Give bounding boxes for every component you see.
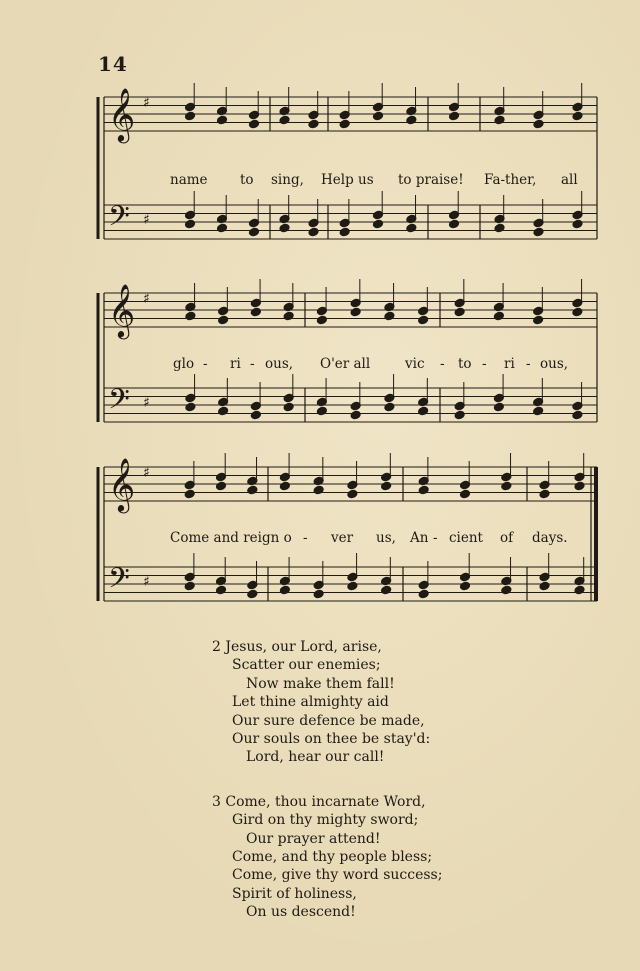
note-head	[454, 307, 465, 317]
lyric-syllable: of	[500, 530, 514, 546]
lyric-syllable: sing,	[271, 172, 304, 188]
lyric-syllable: -	[433, 530, 438, 546]
verse-line: Our sure defence be made,	[232, 712, 425, 729]
note-head	[308, 227, 319, 237]
lyric-syllable: days.	[532, 530, 568, 546]
verse-line: Lord, hear our call!	[246, 749, 385, 766]
verse-line: Our prayer attend!	[246, 830, 381, 847]
note-head	[406, 223, 417, 233]
note-head	[339, 119, 350, 129]
lyric-syllable: -	[303, 530, 308, 546]
verse-line	[212, 638, 532, 656]
note-head	[347, 581, 358, 591]
note-head	[216, 481, 227, 491]
note-head	[454, 410, 465, 420]
lyric-syllable: glo	[173, 356, 195, 372]
lyric-syllable: cient	[449, 530, 483, 546]
note-head	[316, 406, 327, 416]
note-head	[460, 489, 471, 499]
lyric-syllable: ous,	[540, 356, 569, 372]
note-head	[283, 311, 294, 321]
verse-line: Scatter our enemies;	[232, 657, 381, 674]
note-head	[449, 111, 460, 121]
lyric-syllable: Fa-ther,	[484, 172, 537, 188]
note-head	[184, 581, 195, 591]
lyric-syllable: -	[526, 356, 531, 372]
key-signature-sharp: ♯	[143, 291, 150, 307]
note-head	[406, 115, 417, 125]
lyric-syllable: -	[203, 356, 208, 372]
verse-line: On us descend!	[246, 904, 356, 921]
note-head	[316, 315, 327, 325]
lyrics-line-1	[170, 172, 578, 188]
note-head	[313, 485, 324, 495]
note-head	[572, 219, 583, 229]
key-signature-sharp: ♯	[143, 395, 150, 411]
note-head	[418, 589, 429, 599]
note-head	[539, 581, 550, 591]
note-head	[218, 406, 229, 416]
lyric-syllable: Help us	[321, 172, 374, 188]
note-head	[217, 223, 228, 233]
lyric-syllable: ri	[230, 356, 241, 372]
lyric-syllable: name	[170, 172, 208, 188]
note-head	[313, 589, 324, 599]
note-head	[381, 481, 392, 491]
lyric-syllable: Come and reign o	[170, 530, 292, 546]
note-head	[185, 219, 196, 229]
note-head	[350, 410, 361, 420]
note-head	[572, 307, 583, 317]
note-head	[350, 307, 361, 317]
note-head	[250, 410, 261, 420]
note-head	[449, 219, 460, 229]
note-head	[249, 227, 260, 237]
note-head	[279, 115, 290, 125]
note-head	[494, 115, 505, 125]
lyric-syllable: us,	[376, 530, 396, 546]
verses	[212, 638, 532, 948]
note-head	[185, 311, 196, 321]
note-head	[384, 402, 395, 412]
note-head	[279, 585, 290, 595]
note-head	[247, 485, 258, 495]
note-head	[247, 589, 258, 599]
verse-line: Gird on thy mighty sword;	[232, 812, 419, 829]
lyric-syllable: ous,	[265, 356, 294, 372]
note-head	[574, 585, 585, 595]
bass-clef: 𝄢	[108, 562, 130, 602]
note-head	[373, 219, 384, 229]
music-system-2	[98, 279, 597, 423]
verse-line: Come, and thy people bless;	[232, 849, 433, 866]
note-head	[217, 115, 228, 125]
note-head	[249, 119, 260, 129]
lyric-syllable: -	[482, 356, 487, 372]
lyric-syllable: to praise!	[398, 172, 464, 188]
note-head	[218, 315, 229, 325]
treble-clef: 𝄞	[108, 457, 136, 511]
note-head	[384, 311, 395, 321]
lyric-syllable: -	[440, 356, 445, 372]
treble-clef: 𝄞	[108, 283, 136, 337]
verse-2	[212, 638, 532, 767]
note-head	[185, 402, 196, 412]
music-systems	[98, 83, 597, 602]
note-head	[381, 585, 392, 595]
verse-text: Come, thou incarnate Word,	[225, 793, 426, 810]
verse-number: 2	[212, 639, 221, 655]
verse-line: Spirit of holiness,	[232, 885, 357, 902]
note-head	[418, 406, 429, 416]
lyric-syllable: all	[561, 172, 578, 188]
note-head	[460, 581, 471, 591]
note-head	[184, 489, 195, 499]
verse-line	[212, 793, 532, 811]
note-head	[494, 223, 505, 233]
note-head	[216, 585, 227, 595]
page-number: 14	[98, 52, 128, 76]
note-head	[533, 119, 544, 129]
verse-line: Now make them fall!	[246, 675, 395, 692]
verse-line: Our souls on thee be stay'd:	[232, 731, 431, 748]
lyric-syllable: O'er all	[320, 356, 371, 372]
note-head	[574, 481, 585, 491]
note-head	[493, 402, 504, 412]
verse-line: Let thine almighty aid	[232, 694, 389, 711]
key-signature-sharp: ♯	[143, 212, 150, 228]
note-head	[533, 227, 544, 237]
key-signature-sharp: ♯	[143, 95, 150, 111]
note-head	[533, 315, 544, 325]
note-head	[501, 585, 512, 595]
treble-clef: 𝄞	[108, 87, 136, 141]
lyric-syllable: to	[240, 172, 254, 188]
music-system-3	[98, 453, 597, 602]
verse-text: Jesus, our Lord, arise,	[225, 639, 382, 655]
note-head	[493, 311, 504, 321]
verse-number: 3	[212, 793, 221, 810]
note-head	[279, 481, 290, 491]
key-signature-sharp: ♯	[143, 574, 150, 590]
note-head	[279, 223, 290, 233]
note-head	[283, 402, 294, 412]
note-head	[347, 489, 358, 499]
lyric-syllable: to	[458, 356, 472, 372]
note-head	[339, 227, 350, 237]
note-head	[185, 111, 196, 121]
bass-clef: 𝄢	[108, 383, 130, 423]
key-signature-sharp: ♯	[143, 465, 150, 481]
note-head	[373, 111, 384, 121]
lyrics-line-2	[173, 356, 568, 372]
note-head	[308, 119, 319, 129]
note-head	[418, 315, 429, 325]
lyric-syllable: ri	[504, 356, 515, 372]
bass-clef: 𝄢	[108, 200, 130, 240]
lyric-syllable: -	[250, 356, 255, 372]
lyric-syllable: ver	[331, 530, 354, 546]
verse-3	[212, 793, 532, 922]
lyrics-line-3	[170, 530, 568, 546]
note-head	[572, 410, 583, 420]
note-head	[572, 111, 583, 121]
lyric-syllable: An	[410, 530, 429, 546]
note-head	[418, 485, 429, 495]
note-head	[501, 481, 512, 491]
note-head	[250, 307, 261, 317]
verse-line: Come, give thy word success;	[232, 867, 443, 884]
lyric-syllable: vic	[405, 356, 425, 372]
music-system-1	[98, 83, 597, 240]
note-head	[539, 489, 550, 499]
note-head	[533, 406, 544, 416]
